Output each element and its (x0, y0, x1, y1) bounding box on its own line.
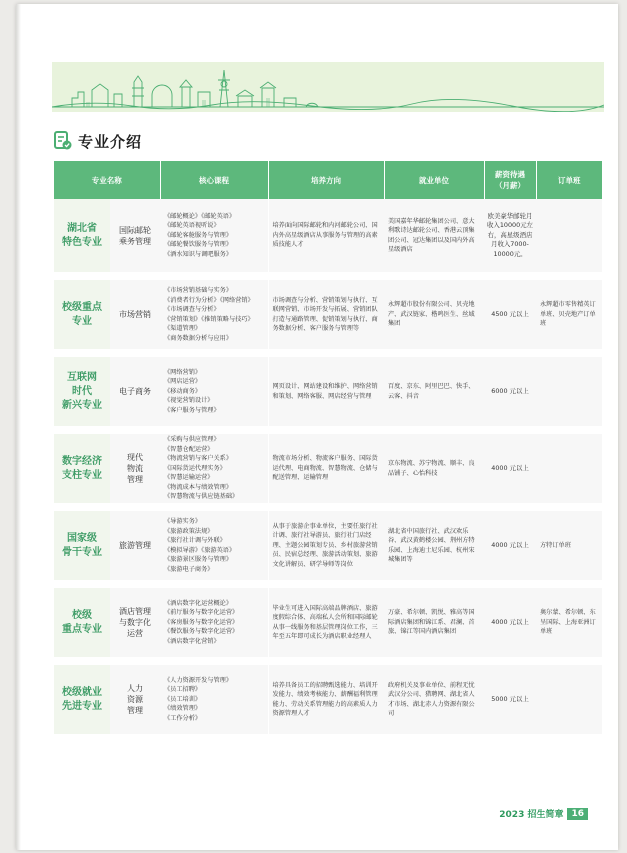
course-item: 《客户服务与管理》 (164, 406, 220, 414)
salary-cell (484, 353, 536, 430)
course-item: 《物流营销与客户关系》 (164, 455, 233, 463)
order-class-cell (536, 507, 602, 584)
table-row (54, 199, 602, 276)
course-item: 《市场营销基础与实务》 (164, 287, 233, 294)
course-item: 《物流成本与绩效管理》 (164, 483, 233, 491)
employer-text: 万豪、希尔顿、凯悦、雅高等国际酒店集团和锦江系、君澜、首旅、锦江等国内酒店集团 (388, 609, 475, 636)
course-item: 《员工招聘》 (164, 686, 202, 694)
salary-cell (484, 276, 536, 353)
direction-text: 毕业生可进入国际高端品牌酒店、旅游度假综合体、高端私人会所和国际邮轮从事一线服务和基层管理岗位工作，三年至五年即可成长为酒店职业经理人 (272, 604, 378, 640)
salary-cell (484, 507, 536, 584)
table-header-row (54, 161, 602, 199)
major-cell: 电子商务 (110, 353, 160, 430)
course-item: 《市场调查与分析》 (164, 306, 220, 313)
employer-text: 永辉超市股份有限公司、贝壳地产、武汉链家、楷鸣医生、丝域集团 (388, 301, 475, 328)
header-salary: 薪资待遇 （月薪） (484, 161, 536, 199)
course-item: 《渠道管理》 (164, 325, 202, 332)
category-cell: 数字经济 支柱专业 (54, 430, 110, 507)
page-footer (499, 807, 588, 820)
city-skyline-illustration (52, 62, 604, 112)
table-row (54, 507, 602, 584)
course-item: 《导游实务》 (164, 518, 202, 525)
order-class-cell (536, 199, 602, 276)
direction-cell (268, 276, 384, 353)
category-cell: 校级就业 先进专业 (54, 661, 110, 738)
table-row (54, 353, 602, 430)
category-cell: 校级重点 专业 (54, 276, 110, 353)
salary-text: 4000 元以上 (491, 540, 529, 549)
employer-text: 京东物流、苏宁物流、顺丰、良品铺子、心怡科技 (388, 460, 475, 477)
major-cell: 酒店管理 与数字化 运营 (110, 584, 160, 661)
major-cell: 国际邮轮 乘务管理 (110, 199, 160, 276)
course-item: 《绩效管理》 (164, 705, 202, 713)
major-cell: 市场营销 (110, 276, 160, 353)
direction-cell (268, 507, 384, 584)
salary-text: 5000 元以上 (491, 694, 529, 703)
course-item: 《智慧物流与供应链基础》 (164, 493, 239, 501)
course-item: 《邮轮客舱服务与管理》 (164, 231, 233, 239)
order-class-text: 方特订单班 (540, 541, 571, 549)
course-item: 《前厅服务与数字化运营》 (164, 609, 239, 617)
direction-text: 从事于旅游企事业单位，主要任旅行社计调、旅行社导游员、旅行社门店经理、主题公园策划专员、乡村旅游营销员、民宿总经理、旅游活动策划、旅游文化讲解员、研学导师等岗位 (272, 522, 378, 568)
direction-text: 物流市场分析、物流客户服务、国际货运代理、电商物流、智慧物流、仓储与配送管理、运输管理 (272, 455, 378, 482)
employer-text: 湖北省中国旅行社、武汉欢乐谷、武汉黄鹤楼公园、荆州方特乐园、上海迪士尼乐园、杭州宋城集团等 (388, 527, 475, 563)
page-spine-shadow (16, 4, 21, 850)
category-cell: 国家级 骨干专业 (54, 507, 110, 584)
direction-text: 培养面向国际邮轮和内河邮轮公司、国内外高星级酒店从事服务与管理的高素质技能人才 (272, 222, 378, 249)
category-cell: 互联网 时代 新兴专业 (54, 353, 110, 430)
salary-cell (484, 661, 536, 738)
course-item: 《工作分析》 (164, 714, 202, 722)
course-item: 《人力资源开发与管理》 (164, 676, 233, 684)
employer-cell (384, 430, 484, 507)
course-item: 《邮轮餐饮服务与管理》 (164, 241, 233, 249)
order-class-text: 奥尔蒙、希尔顿、东呈国际、上海亚洲订单班 (540, 609, 596, 636)
course-item: 《旅行社计调与外联》 (164, 537, 226, 544)
salary-text: 4500 元以上 (491, 309, 529, 318)
course-item: 《酒店数字化运营概论》 (164, 599, 233, 607)
table-row (54, 430, 602, 507)
salary-cell (484, 199, 536, 276)
course-item: 《邮轮英语视听说》 (164, 222, 220, 230)
salary-cell (484, 430, 536, 507)
order-class-cell (536, 276, 602, 353)
course-item: 《酒水知识与调吧服务》 (164, 250, 233, 258)
direction-cell (268, 661, 384, 738)
order-class-cell (536, 661, 602, 738)
page-number: 16 (567, 808, 588, 820)
course-item: 《旅游政策法规》 (164, 527, 214, 535)
section-title (54, 130, 142, 152)
direction-text: 网页设计、网站建设和维护、网络营销和策划、网络客服、网店经营与管理 (272, 383, 378, 400)
skyline-banner (52, 62, 604, 112)
employer-text: 政府机关及事业单位、前程无忧武汉分公司、猎聘网、湖北省人才市场、湖北赤人力资源有限公司 (388, 681, 475, 717)
course-item: 《网络营销》 (164, 368, 202, 376)
header-employer: 就业单位 (384, 161, 484, 199)
employer-cell (384, 276, 484, 353)
major-cell: 人力 资源 管理 (110, 661, 160, 738)
course-item: 《酒店数字化营销》 (164, 637, 220, 645)
table-row (54, 584, 602, 661)
courses-cell (160, 276, 268, 353)
course-item: 《餐饮服务与数字化运营》 (164, 628, 239, 636)
course-item: 《营销策划》《推销策略与技巧》 (164, 315, 254, 323)
salary-text: 4000 元以上 (491, 463, 529, 472)
direction-text: 培养具备员工的招聘甄选能力、培训开发能力、绩效考核能力、薪酬福利管理能力、劳动关系管理能力的高素质人力资源管理人才 (272, 681, 378, 717)
footer-label: 2023 招生简章 (499, 810, 564, 820)
employer-text: 美国嘉年华邮轮集团公司、意大利歌诗达邮轮公司、香港云顶集团公司、冠达集团以及国内外高星级酒店 (388, 217, 475, 253)
major-cell: 旅游管理 (110, 507, 160, 584)
direction-cell (268, 199, 384, 276)
order-class-text: 永辉超市零售精英订单班、贝壳地产订单班 (540, 301, 596, 328)
employer-text: 百度、京东、阿里巴巴、快手、云客、抖音 (388, 383, 475, 400)
section-title-text: 专业介绍 (78, 132, 143, 151)
salary-text: 欧美豪华邮轮月收入10000元左右，高星级酒店月收入7000-10000元。 (487, 211, 533, 258)
salary-cell (484, 584, 536, 661)
direction-cell (268, 584, 384, 661)
header-major: 专业名称 (54, 161, 160, 199)
employer-cell (384, 584, 484, 661)
employer-cell (384, 507, 484, 584)
salary-text: 4000 元以上 (491, 617, 529, 626)
majors-table (54, 161, 602, 742)
document-check-icon (54, 131, 72, 151)
header-direction: 培养方向 (268, 161, 384, 199)
course-item: 《旅游景区服务与管理》 (164, 556, 233, 563)
direction-cell (268, 353, 384, 430)
course-item: 《网店运营》 (164, 378, 202, 386)
salary-text: 6000 元以上 (491, 386, 529, 395)
course-item: 《国际货运代理实务》 (164, 464, 226, 472)
header-order-class: 订单班 (536, 161, 602, 199)
course-item: 《移动商务》 (164, 387, 202, 395)
course-item: 《采购与供应管理》 (164, 436, 220, 444)
major-cell: 现代 物流 管理 (110, 430, 160, 507)
employer-cell (384, 353, 484, 430)
order-class-cell (536, 584, 602, 661)
employer-cell (384, 199, 484, 276)
courses-cell (160, 584, 268, 661)
courses-cell (160, 661, 268, 738)
courses-cell (160, 430, 268, 507)
course-item: 《智慧仓配运营》 (164, 445, 214, 453)
order-class-cell (536, 430, 602, 507)
courses-cell (160, 353, 268, 430)
table-row (54, 276, 602, 353)
course-item: 《旅游电子商务》 (164, 565, 214, 573)
course-item: 《邮轮概论》《邮轮英语》 (164, 212, 236, 220)
table-row (54, 661, 602, 738)
table-body (54, 199, 602, 738)
category-cell: 湖北省 特色专业 (54, 199, 110, 276)
courses-cell (160, 507, 268, 584)
course-item: 《商务数据分析与应用》 (164, 334, 233, 342)
brochure-page (16, 4, 618, 850)
course-item: 《模拟导游》《旅游英语》 (164, 546, 236, 554)
course-item: 《智慧运输运营》 (164, 474, 214, 482)
course-item: 《员工培训》 (164, 695, 202, 703)
employer-cell (384, 661, 484, 738)
direction-cell (268, 430, 384, 507)
courses-cell (160, 199, 268, 276)
category-cell: 校级 重点专业 (54, 584, 110, 661)
direction-text: 市场调查与分析、营销策划与执行、互联网营销、市场开发与拓展、营销团队打造与通路管理、促销策划与执行、商务数据分析、客户服务与管理等 (272, 296, 378, 332)
header-courses: 核心课程 (160, 161, 268, 199)
order-class-cell (536, 353, 602, 430)
course-item: 《客房服务与数字化运营》 (164, 618, 239, 626)
course-item: 《消费者行为分析》《网络营销》 (164, 296, 254, 304)
course-item: 《视觉营销设计》 (164, 397, 214, 405)
